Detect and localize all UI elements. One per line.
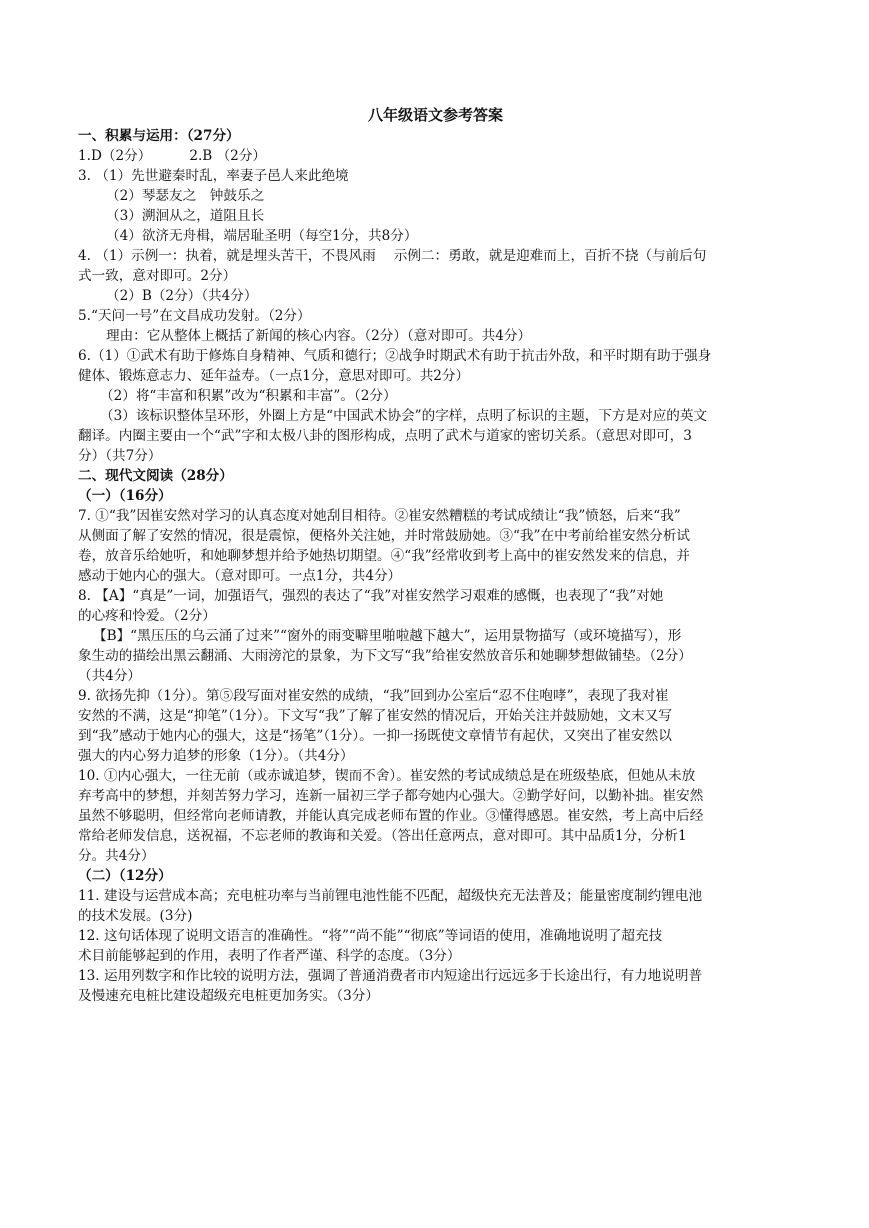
answer-line: 4. （1）示例一：执着，就是埋头苦干，不畏风雨 示例二：勇敢，就是迎难而上，百折不挠（与前后句	[78, 248, 707, 264]
answer-line: 分）（共7分）	[78, 448, 162, 464]
answer-line: （3）溯洄从之，道阻且长	[106, 208, 265, 224]
answer-q1: 1.D（2分）	[78, 148, 152, 164]
subsection-heading: （一）（16分）	[78, 488, 172, 504]
answer-line: 象生动的描绘出黑云翻涌、大雨滂沱的景象，为下文写“我”给崔安然放音乐和她聊梦想做铺垫。（2分）	[78, 648, 692, 664]
answer-line: （2）将“丰富和积累”改为“积累和丰富”。（2分）	[100, 388, 397, 404]
answer-line: 健体、锻炼意志力、延年益寿。（一点1分，意思对即可。共2分）	[78, 368, 470, 384]
answer-line: 弃考高中的梦想，并刻苦努力学习，连新一届初三学子都夸她内心强大。②勤学好问，以勤补拙。崔安然	[78, 788, 704, 804]
answer-line: （4）欲济无舟楫，端居耻圣明（每空1分，共8分）	[106, 228, 418, 244]
answer-line: 5.“天问一号”在文昌成功发射。（2分）	[78, 308, 311, 324]
section-heading: 一、积累与运用：（27分）	[78, 128, 240, 144]
answer-line: 7. ①“我”因崔安然对学习的认真态度对她刮目相待。②崔安然糟糕的考试成绩让“我”愤怒，后来“我”	[78, 508, 681, 524]
answer-line: 13. 运用列数字和作比较的说明方法，强调了普通消费者市内短途出行远远多于长途出行，有力地说明普	[78, 968, 703, 984]
answer-line: （3）该标识整体呈环形，外圈上方是“中国武术协会”的字样，点明了标识的主题，下方是对应的英文	[100, 408, 708, 424]
answer-line: 到“我”感动于她内心的强大，这是“扬笔”（1分）。一抑一扬既使文章情节有起伏，又突出了崔安然以	[78, 728, 672, 744]
answer-line: 【B】“黑压压的乌云涌了过来”“窗外的雨变噼里啪啦越下越大”，运用景物描写（或环境描写），形	[93, 628, 682, 644]
answer-line: 翻译。内圈主要由一个“武”字和太极八卦的图形构成，点明了武术与道家的密切关系。（意思对即可，3	[78, 428, 692, 444]
answer-line: 8. 【A】“真是”一词，加强语气，强烈的表达了“我”对崔安然学习艰难的感慨，也表现了“我”对她	[78, 588, 664, 604]
answer-line: 感动于她内心的强大。（意对即可。一点1分，共4分）	[78, 568, 402, 584]
answer-line: 虽然不够聪明，但经常向老师请教，并能认真完成老师布置的作业。③懂得感恩。崔安然，考上高中后经	[78, 808, 704, 824]
answer-line: 术目前能够起到的作用，表明了作者严谨、科学的态度。（3分）	[78, 948, 461, 964]
answer-line: 10. ①内心强大，一往无前（或赤诚追梦，锲而不舍）。崔安然的考试成绩总是在班级垫底，但她从未放	[78, 768, 696, 784]
section-heading: 二、现代文阅读（28分）	[78, 468, 233, 484]
answer-line: （2）琴瑟友之 钟鼓乐之	[106, 188, 265, 204]
subsection-heading: （二）（12分）	[78, 868, 172, 884]
answer-line: 9. 欲扬先抑（1分）。第⑤段写面对崔安然的成绩，“我”回到办公室后“忍不住咆哮”，表现了我对崔	[78, 688, 669, 704]
answer-line: 的心疼和怜爱。（2分）	[78, 608, 216, 624]
answer-line: 3. （1）先世避秦时乱，率妻子邑人来此绝境	[78, 168, 349, 184]
answer-line: 常给老师发信息，送祝福，不忘老师的教诲和关爱。（答出任意两点，意对即可。其中品质1分，分析1	[78, 828, 687, 844]
answer-line: 11. 建设与运营成本高；充电桩功率与当前锂电池性能不匹配，超级快充无法普及；能量密度制约锂电池	[78, 888, 703, 904]
answer-line: 12. 这句话体现了说明文语言的准确性。“将”“尚不能”“彻底”等词语的使用，准确地说明了超充技	[78, 928, 663, 944]
answer-line: （2）B（2分）（共4分）	[106, 288, 258, 304]
answer-line: 及慢速充电桩比建设超级充电桩更加务实。（3分）	[78, 988, 379, 1004]
answer-line: （共4分）	[78, 668, 142, 684]
answer-line: 卷，放音乐给她听，和她聊梦想并给予她热切期望。④“我”经常收到考上高中的崔安然发来的信息，并	[78, 548, 691, 564]
answer-line: 理由：它从整体上概括了新闻的核心内容。（2分）（意对即可。共4分）	[106, 328, 532, 344]
answer-line: 分。共4分）	[78, 848, 155, 864]
answer-line: 安然的不满，这是“抑笔”（1分）。下文写“我”了解了崔安然的情况后，开始关注并鼓励她，文末又写	[78, 708, 672, 724]
answer-line: 式一致，意对即可。2分）	[78, 268, 237, 284]
answer-line: 6.（1）①武术有助于修炼自身精神、气质和德行；②战争时期武术有助于抗击外敌，和平时期有助于强身	[78, 348, 712, 364]
answer-line: 从侧面了解了安然的情况，很是震惊，便格外关注她，并时常鼓励她。③“我”在中考前给崔安然分析试	[78, 528, 691, 544]
answer-sheet	[78, 104, 793, 1006]
page-title: 八年级语文参考答案	[367, 106, 503, 124]
answer-line: 强大的内心努力追梦的形象（1分）。（共4分）	[78, 748, 354, 764]
answer-q2: 2.B （2分）	[189, 148, 267, 164]
answer-line	[78, 146, 793, 166]
answer-line: 的技术发展。(3分)	[78, 908, 193, 924]
